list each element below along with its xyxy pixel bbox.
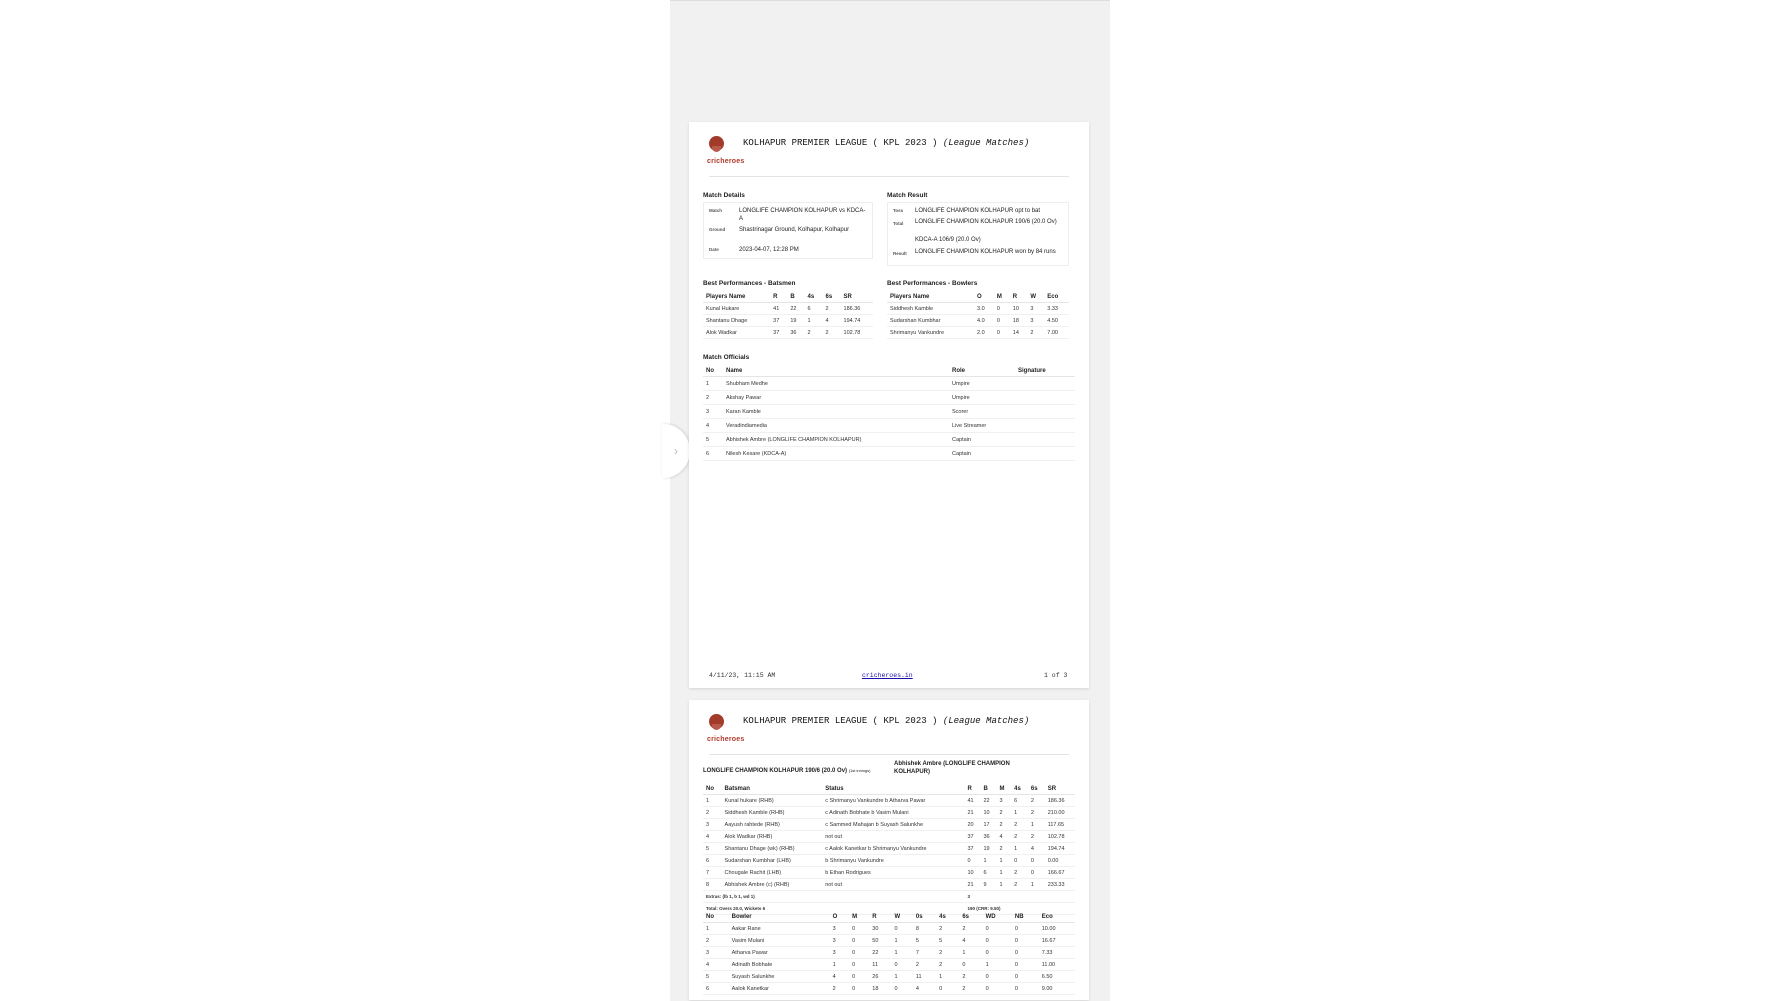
table-row: 3 Aayush rahtede (RHB) c Sammed Mahajan b Suyash Salunkhe 20 17 2 2 1 117.65 [703, 819, 1075, 831]
table-header-row: Players Name O M R W Eco [887, 292, 1069, 303]
bowling-scorecard-table [703, 912, 1075, 995]
table-row: 2 Siddhesh Kamble (RHB) c Adinath Bobhate b Vasim Mulani 21 10 2 1 2 210.00 [703, 807, 1075, 819]
table-row: 2 Akshay Pawar Umpire [703, 391, 1075, 405]
table-row: Sudarshan Kumbhar 4.0 0 18 3 4.50 [887, 315, 1069, 327]
table-row: 5 Shantanu Dhage (wk) (RHB) c Aalok Kanetkar b Shrimanyu Vankundre 37 19 2 1 4 194.74 [703, 843, 1075, 855]
table-row: 6 Nilesh Kesare (KDCA-A) Captain [703, 447, 1075, 461]
page-header [709, 714, 1069, 755]
table-row: 2 Vasim Mulani 3 0 50 1 5 5 4 0 0 16.67 [703, 935, 1075, 947]
pdf-page-1: cricheroes KOLHAPUR PREMIER LEAGUE ( KPL 2023 ) (League Matches) Match Details Match LONGLIFE CHAMPION KOLHAPUR vs KDCA-A Ground Shastrinagar Ground, Kolhapur, Kolhapur Date 2023-04-07, 12:28 PM Match Result Toss LONGLIFE CHAMPION KOLHAPUR opt to bat Total LONGLIFE CHAMPION KOLHAPUR 190/6 (20.0 Ov) KDCA-A 106/9 (20.0 Ov) Result LONGLIFE CHAMPION KOLHAPUR won by 84 runs Best Performances - Batsmen Players Name R B 4s 6s SR Kunal Hukare 41 22 6 2 186.36 Shantanu Dhage 37 19 1 4 194.74 Alok Wadkar 37 36 2 2 102.78 Best Performances - Bowlers Players Name O M R W Eco Siddhesh Kamble 3.0 0 10 3 3.33 Sudarshan Kumbhar 4.0 0 18 3 4.50 Shrimanyu Vankundre 2.0 0 14 2 7.00 Match Officials No Name Role Signature 1 Shubham Medhe Umpire 2 Akshay Pawar Umpire 3 Karan Kamble Scorer 4 Veradindiamedia Live Streamer 5 Abhishek Ambre (LONGLIFE CHAMPION KOLHAPUR) Captain 6 Nilesh Kesare (KDCA-A) Captain 4/11/23, 11:15 AM cricheroes.in 1 of 3 [689, 122, 1089, 688]
table-row: Kunal Hukare 41 22 6 2 186.36 [703, 303, 873, 315]
table-row: 8 Abhishek Ambre (c) (RHB) not out 21 9 1 2 1 233.33 [703, 879, 1075, 891]
print-timestamp: 4/11/23, 11:15 AM [709, 672, 776, 679]
match-result-heading: Match Result [887, 192, 928, 199]
cricket-ball-logo-icon [709, 136, 724, 151]
batting-scorecard-table [703, 784, 1075, 915]
cricheroes-link[interactable]: cricheroes.in [862, 672, 913, 679]
table-row: Shrimanyu Vankundre 2.0 0 14 2 7.00 [887, 327, 1069, 339]
table-row: 3 Atharva Pawar 3 0 22 1 7 2 1 0 0 7.33 [703, 947, 1075, 959]
table-row: 6 Aalok Kanetkar 2 0 18 0 4 0 2 0 0 9.00 [703, 983, 1075, 995]
table-row: Siddhesh Kamble 3.0 0 10 3 3.33 [887, 303, 1069, 315]
table-row: 5 Suyash Salunkhe 4 0 26 1 11 1 2 0 0 6.50 [703, 971, 1075, 983]
table-row: 4 Alok Wadkar (RHB) not out 37 36 4 2 2 102.78 [703, 831, 1075, 843]
league-title: KOLHAPUR PREMIER LEAGUE ( KPL 2023 ) (League Matches) [743, 716, 1030, 726]
table-header-row: No Bowler O M R W 0s 4s 6s WD NB Eco [703, 912, 1075, 923]
extras-row: Extras: (lb 1, b 1, wd 1) 3 [703, 891, 1075, 903]
table-row: 1 Aakar Rane 3 0 30 0 8 2 2 0 0 10.00 [703, 923, 1075, 935]
team-innings-heading: LONGLIFE CHAMPION KOLHAPUR 190/6 (20.0 Ov) (1st innings) [703, 768, 871, 774]
table-row: Alok Wadkar 37 36 2 2 102.78 [703, 327, 873, 339]
league-title: KOLHAPUR PREMIER LEAGUE ( KPL 2023 ) (League Matches) [743, 138, 1030, 148]
cricket-ball-logo-icon [709, 714, 724, 729]
captain-line: Abhishek Ambre (LONGLIFE CHAMPION KOLHAPUR) [894, 761, 1010, 775]
table-row: 3 Karan Kamble Scorer [703, 405, 1075, 419]
best-batsmen-table [703, 292, 873, 339]
table-header-row: No Name Role Signature [703, 366, 1075, 377]
total-row: Total: Overs 20.0, Wickets 6 190 (CRR: 9.50) [703, 903, 1075, 915]
pdf-page-2 [689, 700, 1089, 1000]
table-row: 7 Chougale Rachit (LHB) b Ethan Rodrigues 10 6 1 2 0 166.67 [703, 867, 1075, 879]
table-row: 4 Adinath Bobhate 1 0 11 0 2 2 0 1 0 11.00 [703, 959, 1075, 971]
best-bowlers-table [887, 292, 1069, 339]
page-header [709, 136, 1069, 177]
table-row: 5 Abhishek Ambre (LONGLIFE CHAMPION KOLHAPUR) Captain [703, 433, 1075, 447]
brand-logo: cricheroes [707, 158, 745, 165]
table-header-row: No Batsman Status R B M 4s 6s SR [703, 784, 1075, 795]
table-row: 1 Kunal hukare (RHB) c Shrimanyu Vankundre b Atharva Pawar 41 22 3 6 2 186.36 [703, 795, 1075, 807]
match-officials-heading: Match Officials [703, 354, 750, 361]
best-batsmen-heading: Best Performances - Batsmen [703, 280, 796, 287]
table-row: 1 Shubham Medhe Umpire [703, 377, 1075, 391]
brand-logo: cricheroes [707, 736, 745, 743]
best-bowlers-heading: Best Performances - Bowlers [887, 280, 978, 287]
chevron-right-icon: › [674, 444, 678, 458]
match-officials-table [703, 366, 1075, 461]
table-row: Shantanu Dhage 37 19 1 4 194.74 [703, 315, 873, 327]
table-row: 4 Veradindiamedia Live Streamer [703, 419, 1075, 433]
page-number: 1 of 3 [1044, 672, 1068, 679]
table-header-row: Players Name R B 4s 6s SR [703, 292, 873, 303]
table-row: 6 Sudarshan Kumbhar (LHB) b Shrimanyu Vankundre 0 1 1 0 0 0.00 [703, 855, 1075, 867]
match-details-heading: Match Details [703, 192, 745, 199]
